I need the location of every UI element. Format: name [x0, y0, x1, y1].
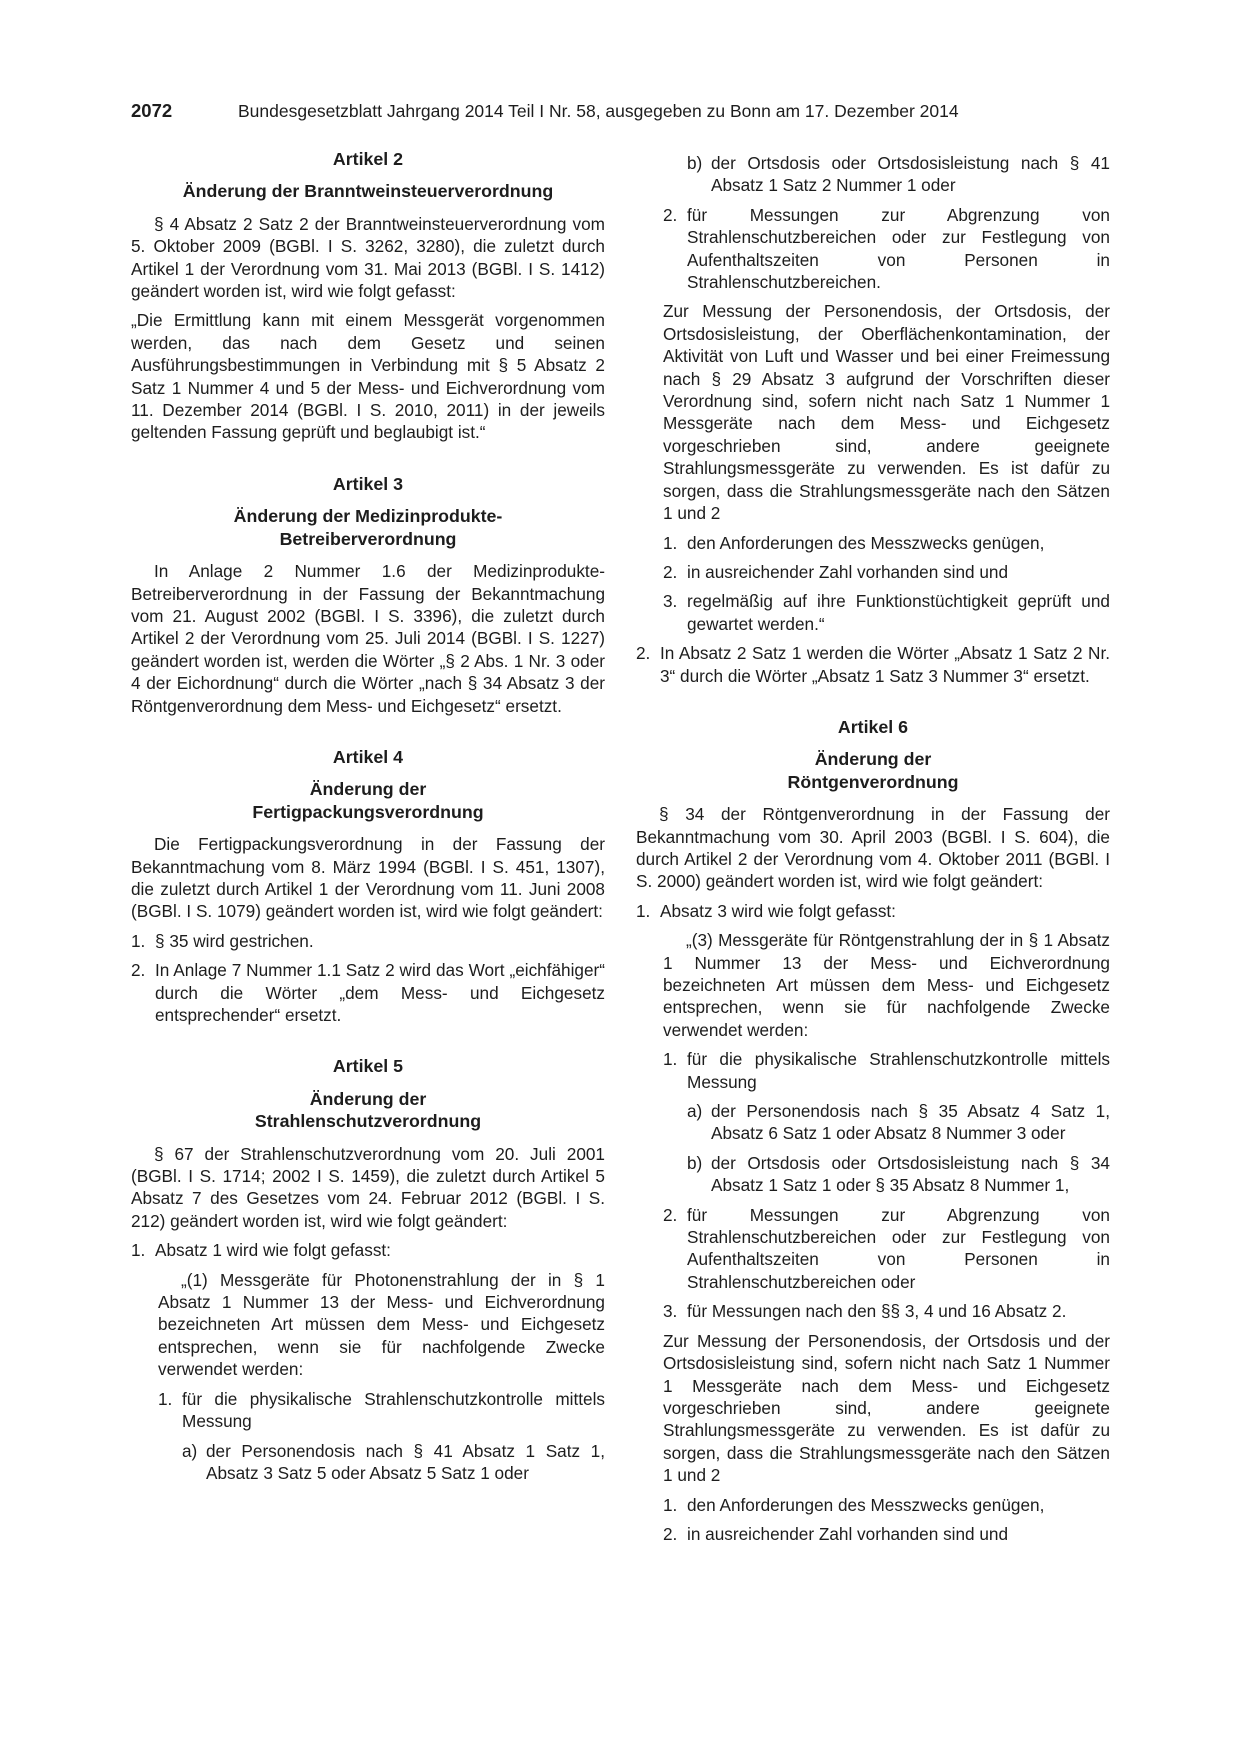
list-item: 2. In Anlage 7 Nummer 1.1 Satz 2 wird das Wort „eichfähiger“ durch die Wörter „dem Mess- und Eichgesetz entsprechender“ ersetzt.: [131, 960, 605, 1025]
article-number: Artikel 2: [332, 149, 404, 169]
list-item: 2. für Messungen zur Abgrenzung von Strahlenschutzbereichen oder zur Festlegung von Aufenthaltszeiten von Personen in Strahlenschutzbereichen oder: [663, 1204, 1110, 1292]
list-item: a) der Personendosis nach § 35 Absatz 4 Satz 1, Absatz 6 Satz 1 oder Absatz 8 Nummer 3 oder: [687, 1101, 1110, 1144]
article-heading: [131, 1055, 605, 1132]
article-heading: [131, 148, 605, 203]
page-number: 2072: [131, 100, 173, 121]
quoted-paragraph: „(1) Messgeräte für Photonenstrahlung der in § 1 Absatz 1 Nummer 13 der Mess- und Eichverordnung bezeichneten Art müssen dem Mess- und Eichgesetz entsprechen, wenn sie für nachfolgende Zwecke verwendet werden:: [158, 1269, 605, 1380]
right-column: [636, 152, 1110, 1545]
list-item: 1. den Anforderungen des Messzwecks genügen,: [663, 1494, 1045, 1515]
list-item: 3. für Messungen nach den §§ 3, 4 und 16 Absatz 2.: [663, 1301, 1067, 1322]
article-title: Änderung der Röntgenverordnung: [787, 749, 959, 792]
list-item: 1. § 35 wird gestrichen.: [131, 930, 314, 951]
list-item: a) der Personendosis nach § 41 Absatz 1 Satz 1, Absatz 3 Satz 5 oder Absatz 5 Satz 1 oder: [182, 1440, 605, 1483]
article-heading: [131, 746, 605, 823]
paragraph: Die Fertigpackungsverordnung in der Fassung der Bekanntmachung vom 8. März 1994 (BGBl. I S. 451, 1307), die zuletzt durch Artikel 1 der Verordnung vom 11. Juni 2008 (BGBl. I S. 1079) geändert worden ist, wird wie folgt geändert:: [131, 834, 605, 922]
quoted-paragraph: „(3) Messgeräte für Röntgenstrahlung der in § 1 Absatz 1 Nummer 13 der Mess- und Eichverordnung bezeichneten Art müssen dem Mess- und Eichgesetz entsprechen, wenn sie für nachfolgende Zwecke verwendet werden:: [663, 930, 1110, 1040]
left-column: [131, 148, 605, 1484]
article-number: Artikel 6: [837, 716, 909, 737]
list-item: 2. in ausreichender Zahl vorhanden sind und: [663, 561, 1009, 582]
list-item: 1. Absatz 1 wird wie folgt gefasst:: [131, 1240, 391, 1261]
list-item: b) der Ortsdosis oder Ortsdosisleistung nach § 41 Absatz 1 Satz 2 Nummer 1 oder: [687, 153, 1110, 196]
article-number: Artikel 4: [332, 746, 404, 767]
paragraph: § 4 Absatz 2 Satz 2 der Branntweinsteuerverordnung vom 5. Oktober 2009 (BGBl. I S. 3262, 3280), die zuletzt durch Artikel 1 der Verordnung vom 31. Mai 2013 (BGBl. I S. 1412) geändert worden ist, wird wie folgt gefasst:: [131, 213, 605, 302]
list-item: 1. Absatz 3 wird wie folgt gefasst:: [636, 900, 896, 921]
list-item: 3. regelmäßig auf ihre Funktionstüchtigkeit geprüft und gewartet werden.“: [663, 591, 1110, 634]
header-title: Bundesgesetzblatt Jahrgang 2014 Teil I Nr. 58, ausgegeben zu Bonn am 17. Dezember 2014: [238, 101, 959, 121]
article-title: Änderung der Medizinprodukte-Betreiberverordnung: [233, 506, 503, 549]
article-title: Änderung der Strahlenschutzverordnung: [254, 1088, 482, 1132]
list-item: 2. in ausreichender Zahl vorhanden sind und: [663, 1523, 1009, 1544]
article-number: Artikel 3: [332, 473, 404, 494]
list-item: 2. In Absatz 2 Satz 1 werden die Wörter „Absatz 1 Satz 2 Nr. 3“ durch die Wörter „Absatz 1 Satz 3 Nummer 3“ ersetzt.: [636, 643, 1110, 686]
paragraph: § 34 der Röntgenverordnung in der Fassung der Bekanntmachung vom 30. April 2003 (BGBl. I S. 604), die durch Artikel 2 der Verordnung vom 4. Oktober 2011 (BGBl. I S. 2000) geändert worden ist, wird wie folgt geändert:: [636, 804, 1110, 892]
article-title: Änderung der Fertigpackungsverordnung: [252, 779, 484, 822]
article-heading: [636, 716, 1110, 793]
paragraph: § 67 der Strahlenschutzverordnung vom 20. Juli 2001 (BGBl. I S. 1714; 2002 I S. 1459), die zuletzt durch Artikel 5 Absatz 7 des Gesetzes vom 24. Februar 2012 (BGBl. I S. 212) geändert worden ist, wird wie folgt geändert:: [131, 1143, 605, 1231]
paragraph: Zur Messung der Personendosis, der Ortsdosis, der Ortsdosisleistung, der Oberflächenkontamination, der Aktivität von Luft und Wasser und bei einer Freimessung nach § 29 Absatz 3 aufgrund der Vorschriften dieser Verordnung sind, sofern nicht nach Satz 1 Nummer 1 Messgeräte nach dem Mess- und Eichgesetz vorgeschrieben sind, andere geeignete Strahlungsmessgeräte zu verwenden. Es ist dafür zu sorgen, dass die Strahlungsmessgeräte nach den Sätzen 1 und 2: [663, 301, 1110, 524]
list-item: b) der Ortsdosis oder Ortsdosisleistung nach § 34 Absatz 1 Satz 1 oder § 35 Absatz 8 Nummer 1,: [687, 1152, 1110, 1196]
paragraph: „Die Ermittlung kann mit einem Messgerät vorgenommen werden, das nach dem Gesetz und seinen Ausführungsbestimmungen in Verbindung mit § 5 Absatz 2 Satz 1 Nummer 4 und 5 der Mess- und Eichverordnung vom 11. Dezember 2014 (BGBl. I S. 2010, 2011) in der jeweils geltenden Fassung geprüft und beglaubigt ist.“: [131, 310, 605, 443]
paragraph: In Anlage 2 Nummer 1.6 der Medizinprodukte-Betreiberverordnung in der Fassung der Bekanntmachung vom 21. August 2002 (BGBl. I S. 3396), die zuletzt durch Artikel 2 der Verordnung vom 25. Juli 2014 (BGBl. I S. 1227) geändert worden ist, werden die Wörter „§ 2 Abs. 1 Nr. 3 oder 4 der Eichordnung“ durch die Wörter „nach § 34 Absatz 3 der Röntgenverordnung dem Mess- und Eichgesetz“ ersetzt.: [131, 561, 605, 716]
list-item: 1. für die physikalische Strahlenschutzkontrolle mittels Messung: [158, 1388, 605, 1432]
list-item: 1. den Anforderungen des Messzwecks genügen,: [663, 532, 1045, 553]
article-number: Artikel 5: [332, 1056, 404, 1077]
article-title: Änderung der Branntweinsteuerverordnung: [182, 181, 554, 202]
list-item: 1. für die physikalische Strahlenschutzkontrolle mittels Messung: [663, 1049, 1110, 1092]
list-item: 2. für Messungen zur Abgrenzung von Strahlenschutzbereichen oder zur Festlegung von Aufenthaltszeiten von Personen in Strahlenschutzbereichen.: [663, 204, 1110, 293]
article-heading: [131, 473, 605, 550]
paragraph: Zur Messung der Personendosis, der Ortsdosis und der Ortsdosisleistung sind, sofern nicht nach Satz 1 Nummer 1 Messgeräte nach dem Mess- und Eichgesetz vorgeschrieben sind, andere geeignete Strahlungsmessgeräte zu verwenden. Es ist dafür zu sorgen, dass die Strahlungsmessgeräte nach den Sätzen 1 und 2: [663, 1330, 1110, 1486]
